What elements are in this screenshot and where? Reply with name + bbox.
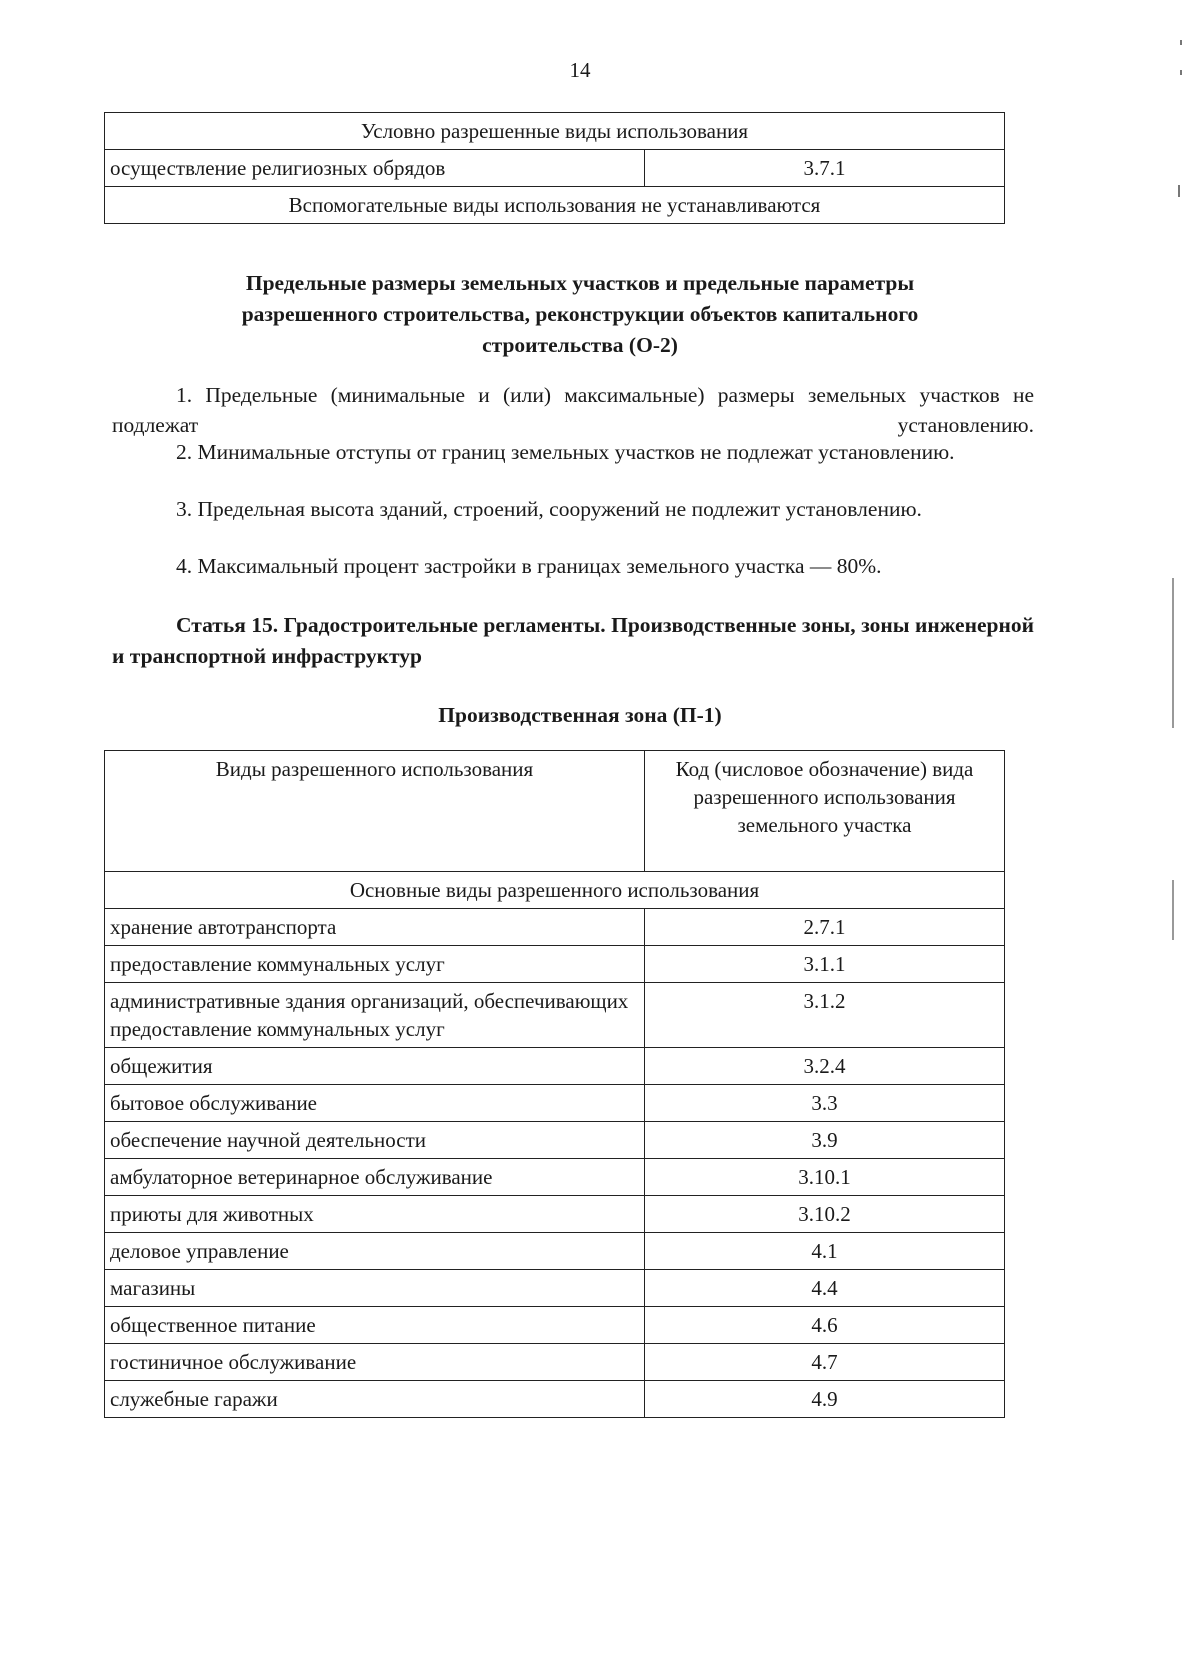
conditional-uses-header: Условно разрешенные виды использования <box>105 113 1005 150</box>
use-code-cell: 3.10.2 <box>645 1196 1005 1233</box>
permitted-uses-table <box>104 750 1005 1418</box>
use-code-cell: 3.7.1 <box>645 150 1005 187</box>
article-heading <box>112 610 1034 672</box>
heading-line: Предельные размеры земельных участков и предельные параметры <box>245 271 915 295</box>
use-name-cell: бытовое обслуживание <box>105 1085 645 1122</box>
page-number: 14 <box>569 58 591 82</box>
main-uses-section: Основные виды разрешенного использования <box>105 872 1005 909</box>
heading-line: разрешенного строительства, реконструкции объектов капитального <box>241 302 919 326</box>
col-header-uses: Виды разрешенного использования <box>105 751 645 872</box>
use-code-cell: 4.9 <box>645 1381 1005 1418</box>
scan-artifact <box>1172 578 1174 728</box>
use-name-cell: общественное питание <box>105 1307 645 1344</box>
use-name-cell: амбулаторное ветеринарное обслуживание <box>105 1159 645 1196</box>
use-name-cell: предоставление коммунальных услуг <box>105 946 645 983</box>
scan-artifact <box>1172 880 1174 940</box>
use-name-cell: служебные гаражи <box>105 1381 645 1418</box>
use-code-cell: 3.1.2 <box>645 983 1005 1048</box>
use-name-cell: обеспечение научной деятельности <box>105 1122 645 1159</box>
table-row <box>105 1307 1005 1344</box>
paragraph-1 <box>112 380 1034 440</box>
use-code-cell: 3.9 <box>645 1122 1005 1159</box>
table-row <box>105 983 1005 1048</box>
use-code-cell: 3.1.1 <box>645 946 1005 983</box>
table-row <box>105 1270 1005 1307</box>
table-row <box>105 1122 1005 1159</box>
use-code-cell: 4.1 <box>645 1233 1005 1270</box>
use-code-cell: 2.7.1 <box>645 909 1005 946</box>
auxiliary-uses-note: Вспомогательные виды использования не устанавливаются <box>105 187 1005 224</box>
section-heading-o2 <box>104 268 1056 361</box>
table-note-row <box>105 187 1005 224</box>
table-row <box>105 1048 1005 1085</box>
paragraph-3 <box>112 494 1034 524</box>
use-name-cell: приюты для животных <box>105 1196 645 1233</box>
use-code-cell: 4.4 <box>645 1270 1005 1307</box>
table-section-row <box>105 872 1005 909</box>
paragraph-text: 1. Предельные (минимальные и (или) максимальные) размеры земельных участков не подлежат установлению. <box>112 383 1034 437</box>
paragraph-2 <box>112 437 1034 467</box>
use-code-cell: 4.6 <box>645 1307 1005 1344</box>
use-code-cell: 3.10.1 <box>645 1159 1005 1196</box>
paragraph-text: 2. Минимальные отступы от границ земельных участков не подлежат установлению. <box>176 440 955 464</box>
paragraph-4 <box>112 551 1034 581</box>
use-name-cell: гостиничное обслуживание <box>105 1344 645 1381</box>
table-row <box>105 1344 1005 1381</box>
table-row <box>105 909 1005 946</box>
table-row <box>105 1085 1005 1122</box>
table-row <box>105 1196 1005 1233</box>
article-heading-text: Статья 15. Градостроительные регламенты. Производственные зоны, зоны инженерной и транспортной инфраструктур <box>112 613 1034 668</box>
table-row <box>105 946 1005 983</box>
zone-heading: Производственная зона (П-1) <box>438 703 722 727</box>
scan-artifact <box>1178 185 1180 197</box>
use-code-cell: 4.7 <box>645 1344 1005 1381</box>
table-row <box>105 1233 1005 1270</box>
paragraph-text: 4. Максимальный процент застройки в границах земельного участка — 80%. <box>176 554 882 578</box>
scan-artifact <box>1180 40 1182 45</box>
use-code-cell: 3.3 <box>645 1085 1005 1122</box>
use-name-cell: деловое управление <box>105 1233 645 1270</box>
use-name-cell: магазины <box>105 1270 645 1307</box>
use-code-cell: 3.2.4 <box>645 1048 1005 1085</box>
table-header-row <box>105 751 1005 872</box>
col-header-code: Код (числовое обозначение) вида разрешенного использования земельного участка <box>645 751 1005 872</box>
conditional-uses-table <box>104 112 1005 224</box>
use-name-cell: административные здания организаций, обеспечивающих предоставление коммунальных услуг <box>105 983 645 1048</box>
table-row <box>105 1381 1005 1418</box>
table-row <box>105 150 1005 187</box>
paragraph-text: 3. Предельная высота зданий, строений, сооружений не подлежит установлению. <box>176 497 922 521</box>
table-row <box>105 1159 1005 1196</box>
use-name-cell: общежития <box>105 1048 645 1085</box>
use-name-cell: хранение автотранспорта <box>105 909 645 946</box>
table-header-row <box>105 113 1005 150</box>
scan-artifact <box>1180 70 1182 75</box>
heading-line: строительства (О-2) <box>482 333 678 357</box>
use-name-cell: осуществление религиозных обрядов <box>105 150 645 187</box>
